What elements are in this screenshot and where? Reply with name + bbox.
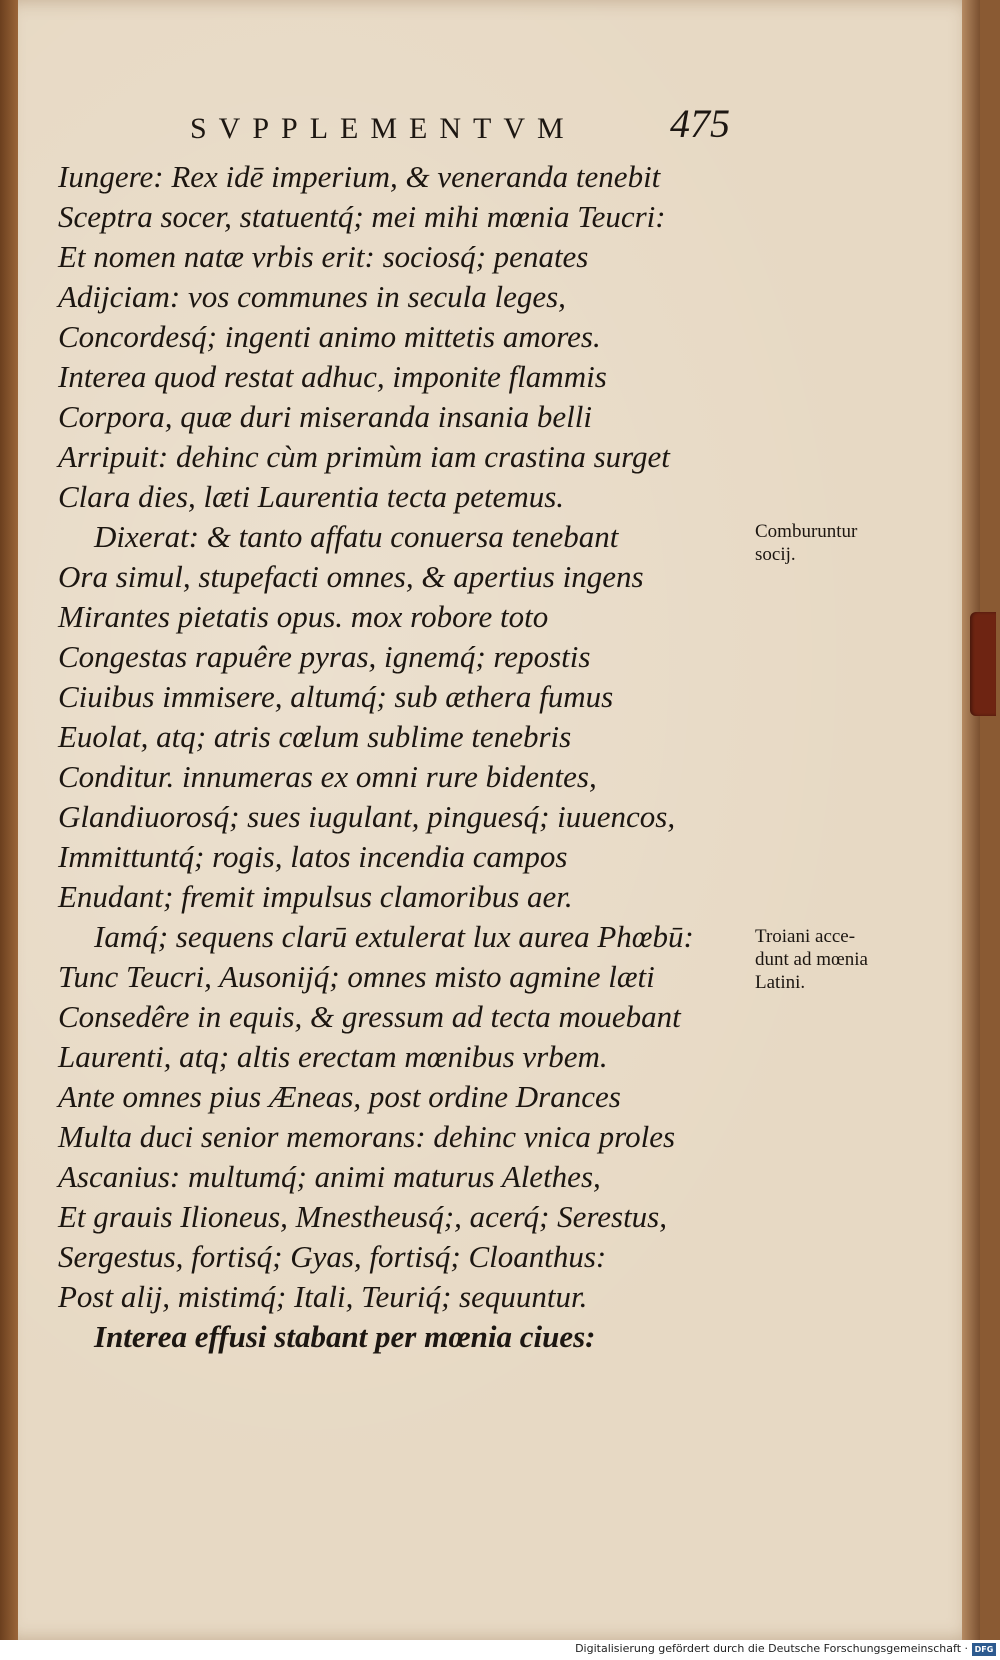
verse-line: Ciuibus immisere, altumq́; sub æthera fumus [58,679,614,714]
marginal-note-line: Latini. [755,972,806,993]
running-head: SVPPLEMENTVM [190,112,576,145]
verse-line: Immittuntq́; rogis, latos incendia campos [58,839,568,874]
verse-line: Iungere: Rex idē imperium, & veneranda tenebit [58,159,661,194]
verse-text-block [58,157,758,1357]
verse-line: Ante omnes pius Æneas, post ordine Drances [58,1079,621,1114]
verse-line: Enudant; fremit impulsus clamoribus aer. [58,879,573,914]
page-edge [962,0,980,1640]
footer-bar [0,1640,1000,1660]
verse-line: Sceptra socer, statuentq́; mei mihi mœnia Teucri: [58,199,666,234]
verse-line: Glandiuorosq́; sues iugulant, pinguesq́; iuuencos, [58,799,676,834]
dfg-logo-icon: DFG [972,1643,996,1656]
book-tab-marker [970,612,996,716]
verse-line: Ora simul, stupefacti omnes, & apertius ingens [58,559,644,594]
verse-line: Corpora, quæ duri miseranda insania belli [58,399,592,434]
funding-credit: Digitalisierung gefördert durch die Deutsche Forschungsgemeinschaft · [575,1642,968,1655]
marginal-note-line: Comburuntur [755,521,858,542]
verse-line: Sergestus, fortisq́; Gyas, fortisq́; Cloanthus: [58,1239,607,1274]
verse-line: Ascanius: multumq́; animi maturus Alethes, [58,1159,601,1194]
book-binding-left [0,0,20,1660]
verse-line: Congestas rapuêre pyras, ignemq́; repostis [58,639,591,674]
verse-line: Multa duci senior memorans: dehinc vnica proles [58,1119,676,1154]
verse-line: Et nomen natæ vrbis erit: sociosq́; penates [58,239,589,274]
marginal-note-line: dunt ad mœnia [755,949,868,970]
verse-line: Consedêre in equis, & gressum ad tecta mouebant [58,999,681,1034]
verse-line: Euolat, atq; atris cœlum sublime tenebris [58,719,572,754]
marginal-note [755,520,857,566]
book-page [18,0,980,1640]
verse-line: Interea quod restat adhuc, imponite flammis [58,359,607,394]
verse-line: Clara dies, læti Laurentia tecta petemus. [58,479,565,514]
marginal-note [755,925,868,994]
verse-line: Concordesq́; ingenti animo mittetis amores. [58,319,601,354]
verse-line: Dixerat: & tanto affatu conuersa tenebant [94,519,619,554]
verse-line: Conditur. innumeras ex omni rure bidentes, [58,759,597,794]
verse-line: Laurenti, atq; altis erectam mœnibus vrbem. [58,1039,608,1074]
marginal-note-line: Troiani acce- [755,926,856,947]
verse-line: Arripuit: dehinc cùm primùm iam crastina surget [58,439,670,474]
page-number: 475 [670,101,730,146]
verse-line: Post alij, mistimq́; Itali, Teuriq́; sequuntur. [58,1279,588,1314]
verse-line: Et grauis Ilioneus, Mnestheusq́;, acerq́; Serestus, [58,1199,667,1234]
verse-line: Tunc Teucri, Ausonijq́; omnes misto agmine læti [58,959,655,994]
verse-line: Adijciam: vos communes in secula leges, [58,279,566,314]
verse-line: Interea effusi stabant per mœnia ciues: [94,1319,596,1354]
marginal-note-line: socij. [755,544,796,565]
verse-line: Iamq́; sequens clarū extulerat lux aurea Phœbū: [94,919,694,954]
verse-line: Mirantes pietatis opus. mox robore toto [58,599,549,634]
